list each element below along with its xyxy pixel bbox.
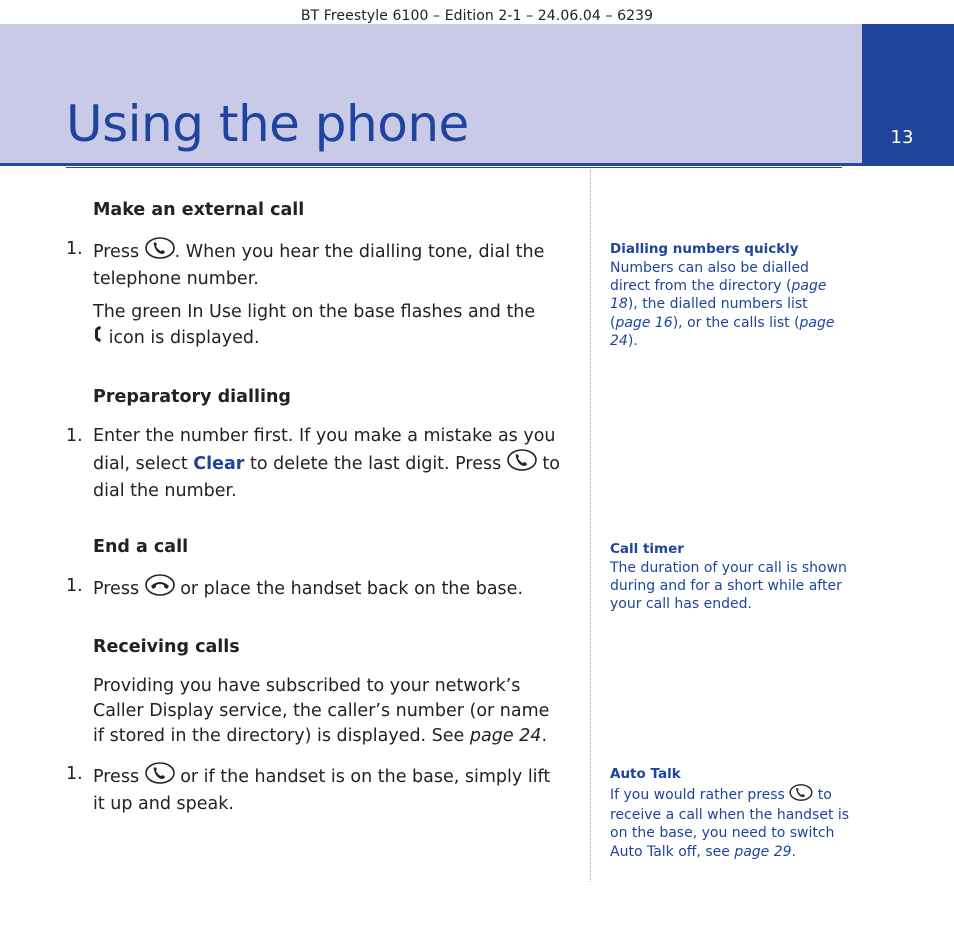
caller-display-paragraph (93, 674, 563, 749)
page-number: 13 (890, 127, 914, 148)
step-text: Press (93, 767, 140, 787)
clear-keyword: Clear (193, 454, 245, 474)
step-text: to delete the last digit. Press (250, 454, 502, 474)
page-reference: page 24 (610, 314, 835, 349)
page-reference: page 18 (610, 278, 827, 313)
in-use-paragraph (93, 300, 563, 351)
sidebar-text: ), the dialled numbers list ( (610, 296, 808, 331)
step-text: . When you hear the dialling tone, dial the telephone number. (93, 242, 545, 289)
sidebar-text: . (791, 843, 796, 860)
sidebar-text: If you would rather press (610, 787, 785, 804)
column-divider (590, 170, 591, 882)
step-preparatory-dialling (66, 424, 561, 504)
step-number: 1. (66, 576, 83, 596)
heading-end-call: End a call (93, 537, 189, 557)
heading-preparatory-dialling: Preparatory dialling (93, 387, 291, 407)
step-text: or if the handset is on the base, simply lift it up and speak. (93, 767, 551, 814)
talk-key-icon (789, 784, 813, 806)
sidebar-text-call-timer: The duration of your call is shown during and for a short while after your call has ended. (610, 560, 847, 613)
para-text: icon is displayed. (108, 328, 260, 348)
step-text: Press (93, 579, 140, 599)
para-text: Providing you have subscribed to your network’s Caller Display service, the caller’s number (or name if stored in the directory) is displayed. See (93, 676, 550, 746)
step-number: 1. (66, 239, 83, 259)
para-text: The green In Use light on the base flashes and the (93, 302, 536, 322)
heading-receiving-calls: Receiving calls (93, 637, 240, 657)
step-text: Press (93, 242, 140, 262)
sidebar-text: ), or the calls list ( (672, 314, 800, 331)
step-end-call (66, 574, 561, 604)
step-number: 1. (66, 426, 83, 446)
in-use-handset-icon (93, 325, 103, 351)
heading-external-call: Make an external call (93, 200, 305, 220)
page-title: Using the phone (66, 95, 469, 153)
sidebar-title-auto-talk: Auto Talk (610, 766, 681, 782)
sidebar-title-call-timer: Call timer (610, 541, 684, 557)
step-text: Enter the number first. If you make a mistake as you dial, select (93, 426, 556, 474)
sidebar-text: Numbers can also be dialled direct from the directory ( (610, 260, 809, 295)
step-text: or place the handset back on the base. (180, 579, 524, 599)
step-number: 1. (66, 764, 83, 784)
sidebar-title-dialling-quickly: Dialling numbers quickly (610, 241, 799, 257)
running-head: BT Freestyle 6100 – Edition 2-1 – 24.06.04 – 6239 (300, 8, 654, 24)
sidebar-text-auto-talk (610, 784, 850, 861)
talk-key-icon (507, 449, 537, 479)
sidebar-text: to receive a call when the handset is on the base, you need to switch Auto Talk off, see (610, 787, 850, 860)
step-external-call (66, 237, 561, 292)
talk-key-icon (145, 237, 175, 267)
sidebar-text: ). (627, 332, 638, 349)
para-text: . (541, 726, 548, 746)
step-text: to dial the number. (93, 454, 560, 501)
step-receiving-calls (66, 762, 561, 817)
title-underline (66, 167, 842, 168)
talk-key-icon (145, 762, 175, 792)
sidebar-text-dialling-quickly (610, 259, 850, 350)
title-rule (0, 163, 862, 166)
page-reference: page 29 (734, 843, 792, 860)
end-call-key-icon (145, 574, 175, 604)
page-reference: page 24 (469, 726, 542, 746)
page-reference: page 16 (615, 314, 673, 331)
